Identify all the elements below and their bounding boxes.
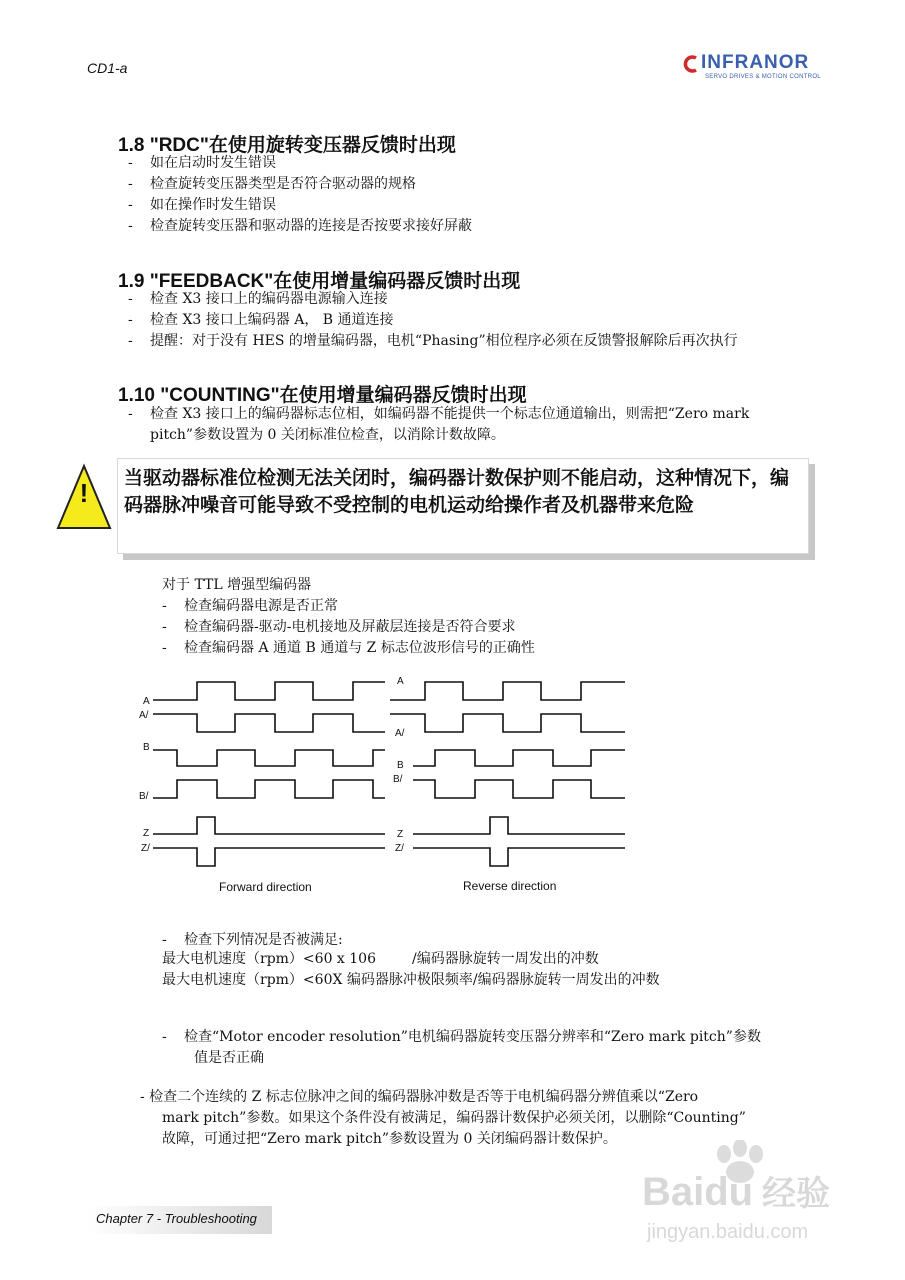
list-item: - 检查 X3 接口上的编码器电源输入连接 <box>128 289 738 310</box>
warning-glyph: ! <box>79 478 89 508</box>
forward-a-inverse-waveform <box>153 714 385 732</box>
footer-chapter: Chapter 7 - Troubleshooting <box>96 1211 257 1226</box>
document-id: CD1-a <box>87 60 128 76</box>
ttl-bullet-list <box>162 596 535 659</box>
logo-tagline: SERVO DRIVES & MOTION CONTROL <box>705 74 821 80</box>
baidu-watermark <box>612 1140 872 1250</box>
logo-c-icon <box>683 55 699 73</box>
signal-label: Z <box>397 829 404 840</box>
ttl-intro: 对于 TTL 增强型编码器 <box>162 577 312 593</box>
reverse-a-waveform <box>390 682 625 700</box>
watermark-brand: Baidu <box>642 1170 754 1214</box>
signal-label: B/ <box>139 791 149 802</box>
final-check-line-2: mark pitch”参数。如果这个条件没有被满足，编码器计数保护必须关闭，以删除“Counting” <box>162 1110 746 1126</box>
signal-label: A/ <box>395 728 405 739</box>
list-item: - 如在操作时发生错误 <box>128 195 472 216</box>
signal-label: A <box>397 676 404 687</box>
list-item: - 检查旋转变压器和驱动器的连接是否按要求接好屏蔽 <box>128 216 472 237</box>
encoder-timing-diagram <box>135 668 635 898</box>
forward-z-inverse-waveform <box>153 848 385 866</box>
final-check-line-3: 故障，可通过把“Zero mark pitch”参数设置为 0 关闭编码器计数保护。 <box>162 1131 617 1147</box>
warning-triangle-icon <box>55 462 113 534</box>
reverse-z-waveform <box>413 817 625 834</box>
warning-text: 当驱动器标准位检测无法关闭时，编码器计数保护则不能启动，这种情况下，编码器脉冲噪音可能导致不受控制的电机运动给操作者及机器带来危险 <box>124 467 790 516</box>
reverse-direction-caption: Reverse direction <box>463 879 557 893</box>
list-item: - 提醒：对于没有 HES 的增量编码器，电机“Phasing”相位程序必须在反馈警报解除后再次执行 <box>128 331 738 352</box>
list-item: - 检查编码器电源是否正常 <box>162 596 535 617</box>
list-item: - 检查编码器 A 通道 B 通道与 Z 标志位波形信号的正确性 <box>162 638 535 659</box>
condition-line-2: 最大电机速度（rpm）<60X 编码器脉冲极限频率/编码器脉旋转一周发出的冲数 <box>162 972 660 988</box>
watermark-brand-cn: 经验 <box>762 1174 830 1214</box>
forward-direction-caption: Forward direction <box>219 880 312 894</box>
logo-name: INFRANOR <box>701 52 810 73</box>
counting-bullet-list <box>128 404 749 425</box>
list-item: - 检查下列情况是否被满足: <box>162 930 343 951</box>
signal-label: Z/ <box>395 843 404 854</box>
section-title-counting: 1.10 "COUNTING"在使用增量编码器反馈时出现 <box>118 385 527 406</box>
motor-check <box>162 1027 761 1048</box>
forward-b-inverse-waveform <box>153 780 385 798</box>
signal-label: B <box>143 742 150 753</box>
final-check-line-1: - 检查二个连续的 Z 标志位脉冲之间的编码器脉冲数是否等于电机编码器分辨值乘以“Zero <box>140 1089 699 1105</box>
counting-bullet-continuation: pitch”参数设置为 0 关闭标准位检查，以消除计数故障。 <box>150 427 505 443</box>
condition-line-1-b: /编码器脉旋转一周发出的冲数 <box>412 951 599 967</box>
reverse-z-inverse-waveform <box>413 848 625 866</box>
signal-label: A/ <box>139 710 149 721</box>
list-item: - 检查旋转变压器类型是否符合驱动器的规格 <box>128 174 472 195</box>
conditions-check <box>162 930 343 951</box>
forward-a-waveform <box>153 682 385 700</box>
list-item: - 检查“Motor encoder resolution”电机编码器旋转变压器分辨率和“Zero mark pitch”参数 <box>162 1027 761 1048</box>
company-logo <box>683 52 823 88</box>
list-item: - 检查 X3 接口上的编码器标志位相，如编码器不能提供一个标志位通道输出，则需把“Zero mark <box>128 404 749 425</box>
rdc-bullet-list <box>128 153 472 237</box>
reverse-a-inverse-waveform <box>390 714 625 732</box>
forward-b-waveform <box>153 750 385 766</box>
section-title-feedback: 1.9 "FEEDBACK"在使用增量编码器反馈时出现 <box>118 271 521 292</box>
list-item: - 如在启动时发生错误 <box>128 153 472 174</box>
warning-box <box>117 458 809 554</box>
signal-label: Z/ <box>141 843 150 854</box>
signal-label: A <box>143 696 150 707</box>
reverse-b-inverse-waveform <box>413 780 625 798</box>
list-item: - 检查编码器-驱动-电机接地及屏蔽层连接是否符合要求 <box>162 617 535 638</box>
motor-check-continuation: 值是否正确 <box>194 1050 264 1066</box>
reverse-b-waveform <box>413 750 625 766</box>
forward-z-waveform <box>153 817 385 834</box>
list-item: - 检查 X3 接口上编码器 A， B 通道连接 <box>128 310 738 331</box>
signal-label: Z <box>143 828 150 839</box>
feedback-bullet-list <box>128 289 738 352</box>
watermark-url: jingyan.baidu.com <box>647 1221 809 1243</box>
condition-line-1-a: 最大电机速度（rpm）<60 x 106 <box>162 951 376 967</box>
section-title-rdc: 1.8 "RDC"在使用旋转变压器反馈时出现 <box>118 135 456 156</box>
signal-label: B/ <box>393 774 403 785</box>
signal-label: B <box>397 760 404 771</box>
